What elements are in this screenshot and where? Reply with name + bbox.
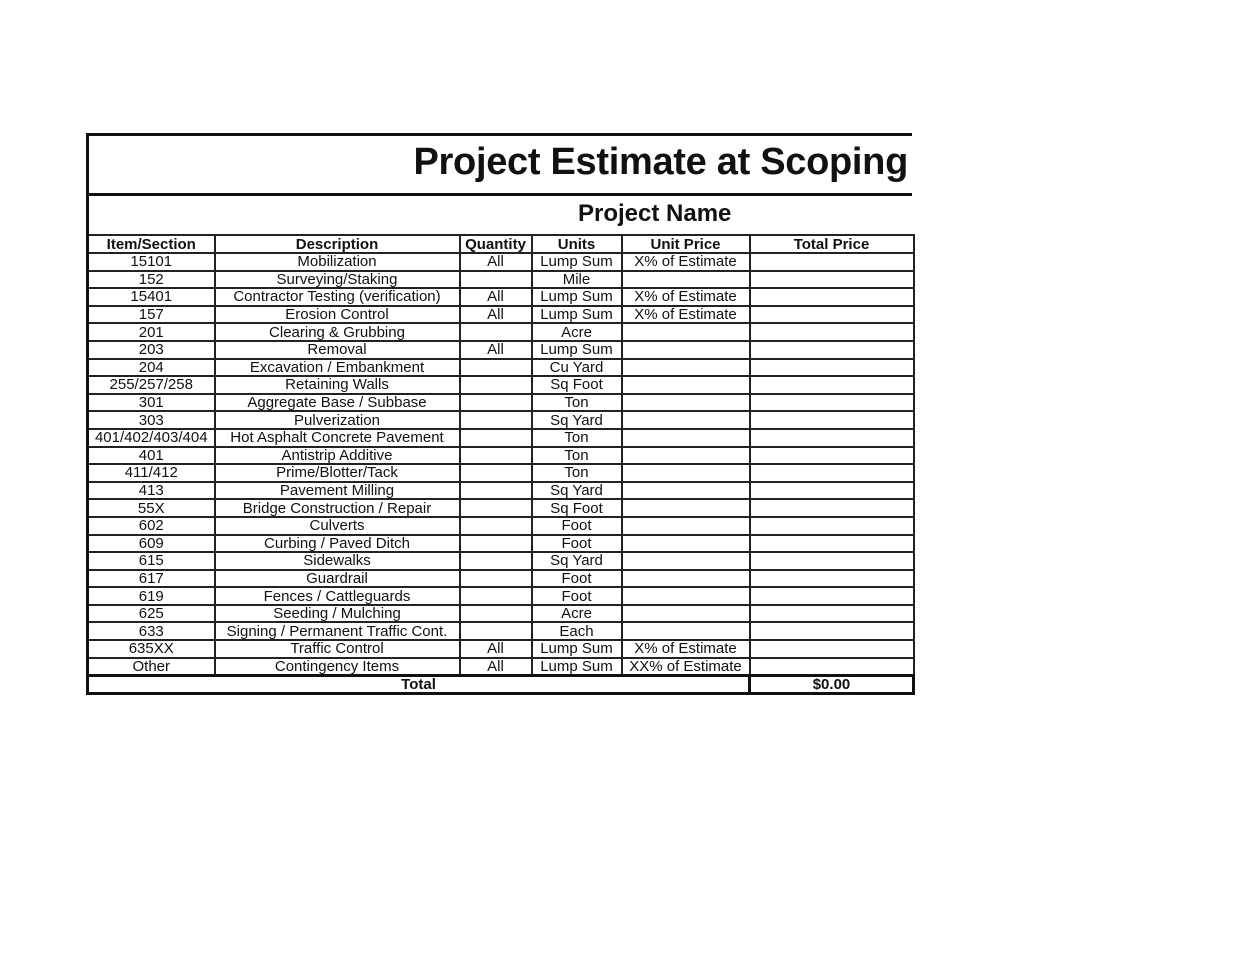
table-row <box>88 517 914 535</box>
quantity-cell <box>460 499 532 517</box>
table-row <box>88 306 914 324</box>
title-divider <box>86 193 912 196</box>
unit-price-cell: X% of Estimate <box>622 253 750 271</box>
item-cell: 615 <box>88 552 215 570</box>
total-row <box>88 676 914 694</box>
table-row <box>88 271 914 289</box>
quantity-cell <box>460 376 532 394</box>
unit-price-cell <box>622 622 750 640</box>
unit-price-cell <box>622 429 750 447</box>
table-row <box>88 376 914 394</box>
quantity-cell <box>460 429 532 447</box>
table-row <box>88 394 914 412</box>
total-price-cell <box>750 429 914 447</box>
unit-price-cell <box>622 341 750 359</box>
units-cell: Ton <box>532 394 622 412</box>
table-row <box>88 499 914 517</box>
table-row <box>88 605 914 623</box>
item-cell: 401 <box>88 447 215 465</box>
table-row <box>88 622 914 640</box>
item-cell: 602 <box>88 517 215 535</box>
quantity-cell: All <box>460 288 532 306</box>
description-cell: Contractor Testing (verification) <box>215 288 460 306</box>
quantity-cell <box>460 570 532 588</box>
quantity-cell: All <box>460 306 532 324</box>
description-cell: Traffic Control <box>215 640 460 658</box>
units-cell: Ton <box>532 464 622 482</box>
description-cell: Excavation / Embankment <box>215 359 460 377</box>
units-cell: Foot <box>532 535 622 553</box>
unit-price-cell <box>622 482 750 500</box>
item-cell: 635XX <box>88 640 215 658</box>
description-cell: Antistrip Additive <box>215 447 460 465</box>
estimate-table <box>86 234 915 695</box>
units-cell: Ton <box>532 429 622 447</box>
units-cell: Cu Yard <box>532 359 622 377</box>
units-cell: Lump Sum <box>532 341 622 359</box>
quantity-cell <box>460 359 532 377</box>
units-cell: Lump Sum <box>532 658 622 676</box>
total-price-cell <box>750 306 914 324</box>
table-row <box>88 341 914 359</box>
units-cell: Sq Foot <box>532 499 622 517</box>
item-cell: 413 <box>88 482 215 500</box>
unit-price-cell <box>622 535 750 553</box>
description-cell: Prime/Blotter/Tack <box>215 464 460 482</box>
unit-price-cell: X% of Estimate <box>622 640 750 658</box>
units-cell: Acre <box>532 605 622 623</box>
units-cell: Lump Sum <box>532 640 622 658</box>
units-cell: Lump Sum <box>532 288 622 306</box>
page-title: Project Estimate at Scoping <box>413 141 908 183</box>
table-row <box>88 587 914 605</box>
description-cell: Contingency Items <box>215 658 460 676</box>
item-cell: 633 <box>88 622 215 640</box>
units-cell: Lump Sum <box>532 253 622 271</box>
unit-price-cell <box>622 570 750 588</box>
item-cell: 152 <box>88 271 215 289</box>
unit-price-cell <box>622 394 750 412</box>
total-price-cell <box>750 499 914 517</box>
description-cell: Aggregate Base / Subbase <box>215 394 460 412</box>
unit-price-cell <box>622 323 750 341</box>
description-cell: Removal <box>215 341 460 359</box>
unit-price-cell <box>622 411 750 429</box>
project-name: Project Name <box>578 200 732 227</box>
total-price-cell <box>750 359 914 377</box>
quantity-cell <box>460 482 532 500</box>
total-price-cell <box>750 482 914 500</box>
unit-price-cell <box>622 517 750 535</box>
description-cell: Culverts <box>215 517 460 535</box>
quantity-cell: All <box>460 253 532 271</box>
total-price-cell <box>750 587 914 605</box>
unit-price-cell <box>622 605 750 623</box>
total-price-cell <box>750 517 914 535</box>
unit-price-cell <box>622 587 750 605</box>
total-price-cell <box>750 622 914 640</box>
table-row <box>88 464 914 482</box>
unit-price-cell <box>622 464 750 482</box>
item-cell: 401/402/403/404 <box>88 429 215 447</box>
total-price-cell <box>750 341 914 359</box>
total-price-cell <box>750 394 914 412</box>
item-cell: 609 <box>88 535 215 553</box>
quantity-cell <box>460 323 532 341</box>
unit-price-cell <box>622 499 750 517</box>
description-cell: Seeding / Mulching <box>215 605 460 623</box>
quantity-cell <box>460 552 532 570</box>
quantity-cell: All <box>460 341 532 359</box>
item-cell: 255/257/258 <box>88 376 215 394</box>
item-cell: 201 <box>88 323 215 341</box>
description-cell: Pulverization <box>215 411 460 429</box>
units-cell: Lump Sum <box>532 306 622 324</box>
quantity-cell <box>460 517 532 535</box>
total-price-cell <box>750 535 914 553</box>
total-price-cell <box>750 447 914 465</box>
description-cell: Clearing & Grubbing <box>215 323 460 341</box>
unit-price-cell: X% of Estimate <box>622 288 750 306</box>
total-price-cell <box>750 658 914 676</box>
total-price-cell <box>750 640 914 658</box>
table-row <box>88 658 914 676</box>
description-cell: Curbing / Paved Ditch <box>215 535 460 553</box>
description-cell: Erosion Control <box>215 306 460 324</box>
units-cell: Sq Yard <box>532 552 622 570</box>
table-row <box>88 447 914 465</box>
quantity-cell <box>460 535 532 553</box>
table-row <box>88 482 914 500</box>
item-cell: 15101 <box>88 253 215 271</box>
table-row <box>88 359 914 377</box>
col-header-units: Units <box>532 235 622 253</box>
table-row <box>88 253 914 271</box>
total-price-cell <box>750 288 914 306</box>
col-header-unit-price: Unit Price <box>622 235 750 253</box>
quantity-cell <box>460 605 532 623</box>
description-cell: Mobilization <box>215 253 460 271</box>
description-cell: Surveying/Staking <box>215 271 460 289</box>
item-cell: 617 <box>88 570 215 588</box>
units-cell: Each <box>532 622 622 640</box>
total-label: Total <box>88 676 750 694</box>
units-cell: Acre <box>532 323 622 341</box>
total-price-cell <box>750 323 914 341</box>
col-header-item: Item/Section <box>88 235 215 253</box>
units-cell: Foot <box>532 587 622 605</box>
unit-price-cell <box>622 271 750 289</box>
total-price-cell <box>750 570 914 588</box>
description-cell: Fences / Cattleguards <box>215 587 460 605</box>
item-cell: 157 <box>88 306 215 324</box>
description-cell: Pavement Milling <box>215 482 460 500</box>
unit-price-cell: XX% of Estimate <box>622 658 750 676</box>
quantity-cell <box>460 622 532 640</box>
description-cell: Guardrail <box>215 570 460 588</box>
table-row <box>88 429 914 447</box>
description-cell: Retaining Walls <box>215 376 460 394</box>
quantity-cell: All <box>460 640 532 658</box>
col-header-quantity: Quantity <box>460 235 532 253</box>
quantity-cell <box>460 464 532 482</box>
unit-price-cell <box>622 552 750 570</box>
description-cell: Sidewalks <box>215 552 460 570</box>
units-cell: Foot <box>532 570 622 588</box>
quantity-cell: All <box>460 658 532 676</box>
table-row <box>88 552 914 570</box>
units-cell: Sq Yard <box>532 482 622 500</box>
unit-price-cell <box>622 359 750 377</box>
total-value: $0.00 <box>750 676 914 694</box>
total-price-cell <box>750 376 914 394</box>
item-cell: 204 <box>88 359 215 377</box>
quantity-cell <box>460 447 532 465</box>
table-row <box>88 323 914 341</box>
unit-price-cell <box>622 376 750 394</box>
units-cell: Sq Yard <box>532 411 622 429</box>
units-cell: Sq Foot <box>532 376 622 394</box>
units-cell: Foot <box>532 517 622 535</box>
table-row <box>88 535 914 553</box>
units-cell: Ton <box>532 447 622 465</box>
table-row <box>88 640 914 658</box>
quantity-cell <box>460 271 532 289</box>
total-price-cell <box>750 552 914 570</box>
col-header-total-price: Total Price <box>750 235 914 253</box>
total-price-cell <box>750 605 914 623</box>
description-cell: Hot Asphalt Concrete Pavement <box>215 429 460 447</box>
total-price-cell <box>750 253 914 271</box>
item-cell: 203 <box>88 341 215 359</box>
description-cell: Signing / Permanent Traffic Cont. <box>215 622 460 640</box>
col-header-description: Description <box>215 235 460 253</box>
unit-price-cell <box>622 447 750 465</box>
item-cell: Other <box>88 658 215 676</box>
item-cell: 411/412 <box>88 464 215 482</box>
description-cell: Bridge Construction / Repair <box>215 499 460 517</box>
unit-price-cell: X% of Estimate <box>622 306 750 324</box>
item-cell: 625 <box>88 605 215 623</box>
quantity-cell <box>460 411 532 429</box>
table-row <box>88 411 914 429</box>
table-row <box>88 570 914 588</box>
quantity-cell <box>460 394 532 412</box>
item-cell: 15401 <box>88 288 215 306</box>
total-price-cell <box>750 411 914 429</box>
units-cell: Mile <box>532 271 622 289</box>
item-cell: 303 <box>88 411 215 429</box>
table-row <box>88 288 914 306</box>
total-price-cell <box>750 271 914 289</box>
item-cell: 619 <box>88 587 215 605</box>
total-price-cell <box>750 464 914 482</box>
item-cell: 55X <box>88 499 215 517</box>
item-cell: 301 <box>88 394 215 412</box>
header-row <box>88 235 914 253</box>
quantity-cell <box>460 587 532 605</box>
